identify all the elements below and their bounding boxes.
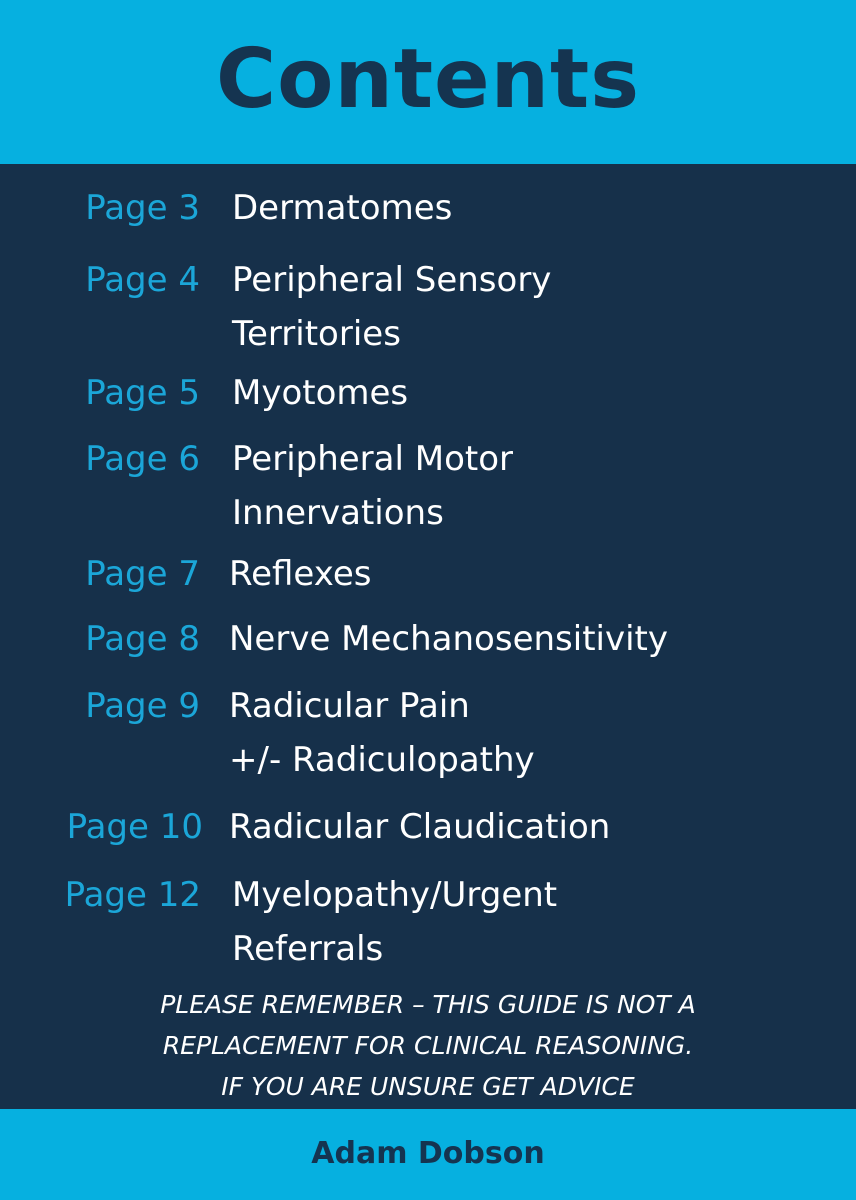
entry-page-number: Page 9 bbox=[85, 686, 200, 726]
entry-title-line: Radicular Pain bbox=[229, 686, 470, 726]
entry-title bbox=[232, 868, 557, 976]
entry-title bbox=[229, 547, 371, 601]
entry-title-line: Innervations bbox=[232, 493, 444, 533]
footer-banner bbox=[0, 1109, 856, 1200]
entry-page-number: Page 6 bbox=[85, 439, 200, 479]
entry-title bbox=[232, 181, 452, 235]
entry-title-line: Myelopathy/Urgent bbox=[232, 875, 558, 915]
entry-title-line: Referrals bbox=[232, 929, 384, 969]
entry-title bbox=[232, 366, 408, 420]
disclaimer-line: IF YOU ARE UNSURE GET ADVICE bbox=[221, 1072, 635, 1101]
entry-title-line: Reflexes bbox=[229, 554, 372, 594]
disclaimer-line: PLEASE REMEMBER – THIS GUIDE IS NOT A bbox=[160, 990, 696, 1019]
entry-page-number: Page 8 bbox=[85, 619, 200, 659]
entry-title-line: Territories bbox=[232, 314, 401, 354]
entry-page-number: Page 3 bbox=[85, 188, 200, 228]
disclaimer-line: REPLACEMENT FOR CLINICAL REASONING. bbox=[162, 1031, 694, 1060]
entry-title-line: +/- Radiculopathy bbox=[229, 740, 535, 780]
author-name: Adam Dobson bbox=[311, 1136, 545, 1171]
entry-title-line: Nerve Mechanosensitivity bbox=[229, 619, 668, 659]
entry-title-line: Peripheral Sensory bbox=[232, 260, 552, 300]
entry-title-line: Peripheral Motor bbox=[232, 439, 513, 479]
entry-page-number: Page 4 bbox=[85, 260, 200, 300]
entry-page-number: Page 12 bbox=[64, 875, 201, 915]
entry-title bbox=[229, 800, 610, 854]
page-title: Contents bbox=[215, 31, 641, 127]
entry-page-number: Page 10 bbox=[66, 807, 203, 847]
entry-title bbox=[229, 612, 668, 666]
disclaimer-note bbox=[0, 984, 856, 1107]
entry-title bbox=[232, 253, 551, 361]
entry-page-number: Page 7 bbox=[85, 554, 200, 594]
header-banner bbox=[0, 0, 856, 164]
entry-title-line: Dermatomes bbox=[232, 188, 453, 228]
entry-title bbox=[229, 679, 535, 787]
entry-title bbox=[232, 432, 513, 540]
entry-title-line: Radicular Claudication bbox=[229, 807, 611, 847]
entry-title-line: Myotomes bbox=[232, 373, 409, 413]
entry-page-number: Page 5 bbox=[85, 373, 200, 413]
